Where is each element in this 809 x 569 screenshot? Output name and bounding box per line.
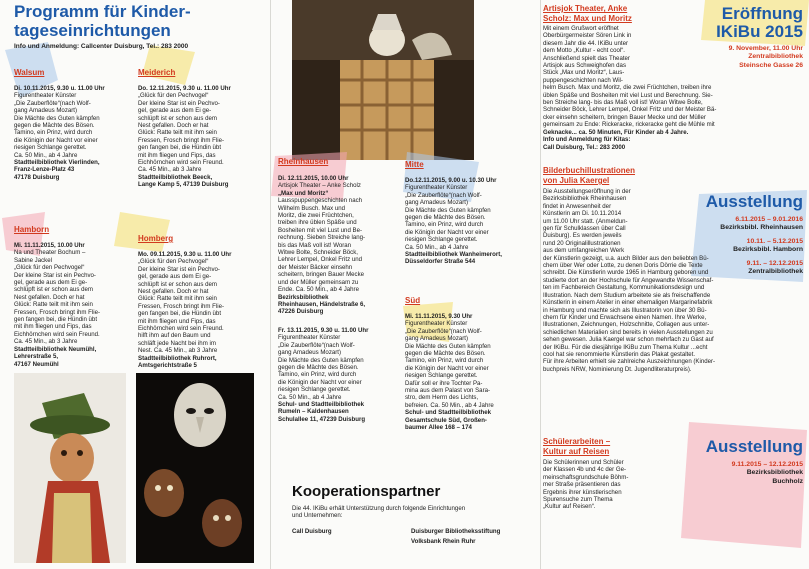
ausstellung-title-1: Ausstellung bbox=[705, 192, 803, 211]
panel-eroeffnung bbox=[541, 0, 809, 569]
ausstellung-1-details: 6.11.2015 – 9.01.2016 Bezirksbibl. Rheinhausen 10.11. – 5.12.2015 Bezirksbibl. Hamborn 9.11. – 12.12.2015 Zentralbibliothek bbox=[720, 216, 803, 276]
sued-text: Mi. 11.11.2015, 9.30 Uhr Figurentheater Künster „Die Zauberflöte“(nach Wolf- gang Amadeus Mozart) Die Mächte des Guten kämpfen gegen die Mächte des Bösen. Tamino, ein Prinz, wird durch die Königin der Nacht vor einer riesigen Schlange gerettet. Dafür soll er ihre Tochter Pa- mina aus dem Palast von Sara- stro, dem Herrn des Lichts, befreien. Ca. 50 Min., ab 4 Jahre Schul- und Stadtteilbibliothek Gesamtschule Süd, Großen- baumer Allee 168 – 174 bbox=[405, 313, 494, 432]
section-head-artisjok-1: Artisjok Theater, Anke bbox=[543, 4, 628, 13]
section-head-rheinhausen: Rheinhausen bbox=[278, 157, 329, 166]
info-line: Info und Anmeldung: Callcenter Duisburg, Tel.: 283 2000 bbox=[14, 43, 189, 50]
partner-bibliotheksstiftung: Duisburger Bibliotheksstiftung bbox=[411, 528, 501, 535]
section-head-bilderbuch-1: Bilderbuchillustrationen bbox=[543, 166, 636, 175]
photo-masks bbox=[136, 373, 254, 563]
bilderbuch-text: Die Ausstellungseröffnung in der Bezirksbibliothek Rheinhausen findet in Anwesenheit der Künstlerin am Di. 10.11.2014 um 11.00 Uhr statt. (Anmeldun- gen für Schulklassen über Call Duisburg). Es werden jeweils rund 20 Originalillustrationen aus dem umfangreichen Werk der Künstlerin gezeigt, u.a. auch Bilder aus den beliebten Bü- chern über Wer oder Lotte, zu denen Doris Dörrie die Texte schreibt. Die Künstlerin wurde 1965 in Hamburg geboren und studierte dort an der Hochschule für Angewandte Wissenschaf- ten im Fachbereich Gestaltung, Kommunikationsdesign und Illustration. Nach dem Studium arbeitete sie als freischaffende Künstlerin in einem Atelier in einer ehemaligen Margarinefabrik in Hamburg und machte sich als Illustratorin von über 30 Bü- chern für Kinder und Erwachsene einen Namen. Ihre Werke, Illustrationen, Zeichnungen, Holzschnitte, Collagen aus unter- schiedlichen Materialien sind bereits in vielen Ausstellungen zu sehen gewesen. Julia Kaergel war schon mehrfach zu Gast auf der IKiBu. Für die diesjährige IKiBu zum Thema Kultur ...echt cool hat sie renommierte Künstlerin das Plakat gestaltet. Für ihre Arbeiten erhielt sie zahlreiche Auszeichnungen (Kinder- buchpreis NRW, Nominierung Dt. Jugendliteraturpreis). bbox=[543, 188, 716, 373]
eroeffnung-details: 9. November, 11.00 Uhr Zentralbibliothek Steinsche Gasse 26 bbox=[728, 45, 803, 69]
panel-programm-2 bbox=[271, 0, 540, 569]
kooperation-title: Kooperationspartner bbox=[292, 483, 441, 500]
photo-puppet-hat bbox=[14, 373, 126, 563]
hamborn-text: Mi. 11.11.2015, 10.00 Uhr Na und Theater Bochum – Sabine Jackel „Glück für den Pechvogel“ Der kleine Star ist ein Pechvo- gel, gerade aus dem Ei ge- schlüpft ist er schon aus dem Nest gefallen. Doch er hat Glück: Ratte teilt mit ihm sein Fressen, Frosch bringt ihm Flie- gen fangen bei, die Hündin übt mit ihm fliegen und Fips, das Eichhörnchen wird sein Freund. Ca. 45 Min., ab 3 Jahre Stadtteilbibliothek Neumühl, Lehrerstraße 5, 47167 Neumühl bbox=[14, 242, 101, 368]
partner-volksbank: Volksbank Rhein Ruhr bbox=[411, 538, 476, 545]
section-head-mitte: Mitte bbox=[405, 160, 424, 169]
partner-call-duisburg: Call Duisburg bbox=[292, 528, 332, 535]
meiderich-text: Do. 12.11.2015, 9.30 u. 11.00 Uhr „Glück für den Pechvogel“ Der kleine Star ist ein Pechvo- gel, gerade aus dem Ei ge- schlüpft ist er schon aus dem Nest gefallen. Doch er hat Glück: Ratte teilt mit ihm sein Fressen, Frosch bringt ihm Flie- gen fangen bei, die Hündin übt mit ihm fliegen und Fips, das Eichhörnchen wird sein Freund. Ca. 45 Min., ab 3 Jahre Stadtteilbibliothek Beeck, Lange Kamp 5, 47139 Duisburg bbox=[138, 85, 231, 189]
artisjok-text: Mit einem Grußwort eröffnet Oberbürgermeister Sören Link in diesem Jahr die 44. IKiBu unter dem Motto „Kultur - echt cool“. Anschließend spielt das Theater Artisjok aus Schweighofen das Stück „Max und Moritz“, Laus- puppengeschichten nach Wil- helm Busch. Max und Moritz, die zwei Früchtchen, treiben ihre üblen Späße und Bosheiten mit viel Lust und Berechnung. Sie- ben Streiche lang- bis das Maß voll ist! Woran Witwe Bolte, Schneider Böck, Lehrer Lempel, Onkel Fritz und der Meister Bä- cker einsehn scheitern, bringen Bauer Mecke und der Müller gemeinsam zu Ende: Rickeracke, rickeracke geht die Mühle mit Geknacke... ca. 50 Minuten, Für Kinder ab 4 Jahre. Info und Anmeldung für Kitas: Call Duisburg, Tel.: 283 2000 bbox=[543, 25, 717, 151]
rheinhausen-text: Di. 12.11.2015, 10.00 Uhr Artisjok Theater – Anke Scholz „Max und Moritz“ Lausspuppengeschichten nach Wilhelm Busch. Max und Moritz, die zwei Früchtchen, treiben ihre üblen Späße und Bosheiten mit viel Lust und Be- rechnung. Sieben Streiche lang- bis das Maß voll ist! Woran Witwe Bolte, Schneider Böck, Lehrer Lempel, Onkel Fritz und der Meister Bäcker einsehn scheitern, bringen Bauer Mecke und der Müller gemeinsam zu Ende. Ca. 50 Min., ab 4 Jahre Bezirksbibliothek Rheinhausen, Händelstraße 6, 47226 Duisburg bbox=[278, 175, 366, 316]
ausstellung-title-2: Ausstellung bbox=[705, 437, 803, 456]
schueler-text: Die Schülerinnen und Schüler der Klassen 4b und 4c der Ge- meinschaftsgrundschule Böhm- mer Straße präsentieren das Ergebnis ihrer künstlerischen Spurensuche zum Thema „Kultur auf Reisen“. bbox=[543, 459, 629, 511]
page-title-line2: tageseinrichtungen bbox=[14, 21, 171, 40]
section-head-sued: Süd bbox=[405, 296, 421, 305]
homberg-text: Mo. 09.11.2015, 9.30 u. 11.00 Uhr „Glück für den Pechvogel“ Der kleine Star ist ein Pechvo- gel, gerade aus dem Ei ge- schlüpft ist er schon aus dem Nest gefallen. Doch er hat Glück: Ratte teilt mit ihm sein Fressen, Frosch bringt ihm Flie- gen fangen bei, die Hündin übt mit ihm fliegen und Fips, das Eichhörnchen wird sein Freund. hilft ihm auf den Baum und schläft jede Nacht bei ihm im Nest. Ca. 45 Min., ab 3 Jahre Stadtteilbibliothek Ruhrort, Amtsgerichtstraße 5 bbox=[138, 251, 232, 370]
section-head-homberg: Homberg bbox=[138, 234, 174, 243]
panel-kindertageseinrichtungen bbox=[0, 0, 270, 569]
section-head-walsum: Walsum bbox=[14, 68, 45, 77]
page-title-line1: Programm für Kinder- bbox=[14, 2, 191, 21]
eroeffnung-title: Eröffnung bbox=[721, 4, 803, 23]
section-head-hamborn: Hamborn bbox=[14, 225, 50, 234]
kooperation-text: Die 44. IKiBu erhält Unterstützung durch folgende Einrichtungen und Unternehmen: bbox=[292, 505, 466, 520]
section-head-meiderich: Meiderich bbox=[138, 68, 176, 77]
section-head-bilderbuch-2: von Julia Kaergel bbox=[543, 176, 610, 185]
walsum-text: Di. 10.11.2015, 9.30 u. 11.00 Uhr Figurentheater Künster „Die Zauberflöte“(nach Wolf- gang Amadeus Mozart) Die Mächte des Guten kämpfen gegen die Mächte des Bösen. Tamino, ein Prinz, wird durch die Königin der Nacht vor einer riesigen Schlange gerettet. Ca. 50 Min., ab 4 Jahre Stadtteilbibliothek Vierlinden, Franz-Lenze-Platz 43 47178 Duisburg bbox=[14, 85, 105, 181]
photo-puppet-theatre bbox=[292, 0, 474, 160]
section-head-schueler-2: Kultur auf Reisen bbox=[543, 447, 610, 456]
eroeffnung-subtitle: IKiBu 2015 bbox=[716, 22, 803, 41]
fr-rumeln-text: Fr. 13.11.2015, 9.30 u. 11.00 Uhr Figurentheater Künster „Die Zauberflöte“(nach Wolf- gang Amadeus Mozart) Die Mächte des Guten kämpfen gegen die Mächte des Bösen. Tamino, ein Prinz, wird durch die Königin der Nacht vor einer riesigen Schlange gerettet. Ca. 50 Min., ab 4 Jahre Schul- und Stadtteilbibliothek Rumeln – Kaldenhausen Schulallee 11, 47239 Duisburg bbox=[278, 327, 369, 423]
section-head-artisjok-2: Scholz: Max und Moritz bbox=[543, 14, 632, 23]
ausstellung-2-details: 9.11.2015 – 12.12.2015 Bezirksbibliothek Buchholz bbox=[731, 461, 803, 485]
mitte-text: Do.12.11.2015, 9.00 u. 10.30 Uhr Figurentheater Künster „Die Zauberflöte“(nach Wolf- gang Amadeus Mozart) Die Mächte des Guten kämpfen gegen die Mächte des Bösen. Tamino, ein Prinz, wird durch die Königin der Nacht vor einer riesigen Schlange gerettet. Ca. 50 Min., ab 4 Jahre Stadtteilbibliothek Wanheimerort, Düsseldorfer Straße 544 bbox=[405, 177, 502, 266]
section-head-schueler-1: Schülerarbeiten – bbox=[543, 437, 611, 446]
